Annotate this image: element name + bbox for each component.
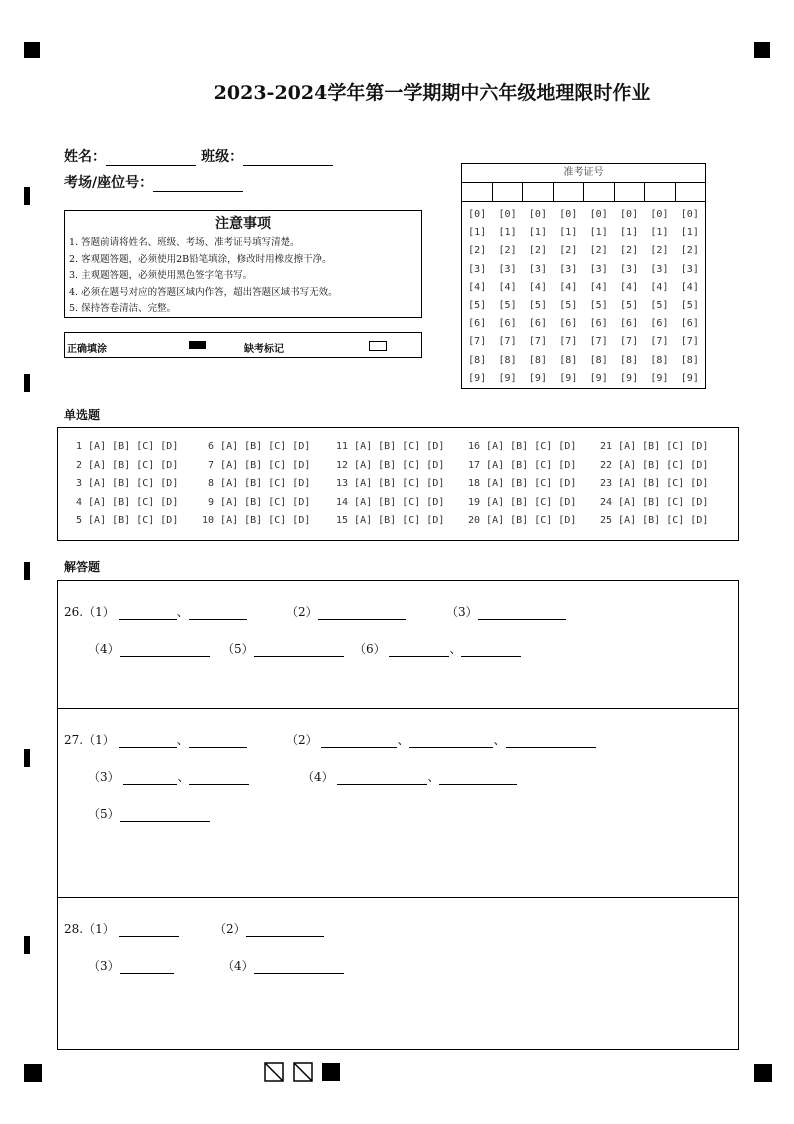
- ticket-digit-bubble[interactable]: [0]: [620, 209, 639, 220]
- ticket-digit-bubble[interactable]: [9]: [620, 372, 639, 384]
- answer-blank[interactable]: [409, 734, 493, 748]
- separator: 、: [493, 733, 506, 747]
- ticket-digit-bubble[interactable]: [8]: [650, 354, 669, 366]
- ticket-digit-bubble[interactable]: [1]: [559, 227, 578, 239]
- q28-part-3: [88, 957, 174, 974]
- correct-fill-sample: [189, 341, 206, 349]
- correct-fill-label: 正确填涂: [67, 344, 107, 355]
- answer-blank[interactable]: [318, 606, 406, 620]
- ticket-digit-bubble[interactable]: [2]: [650, 245, 669, 257]
- ticket-digit-bubble[interactable]: [2]: [680, 245, 699, 257]
- answer-blank[interactable]: [119, 606, 177, 620]
- ticket-digit-bubble[interactable]: [2]: [559, 245, 578, 257]
- ticket-digit-bubble[interactable]: [4]: [528, 281, 547, 293]
- mc-column[interactable]: 16 [A] [B] [C] [D] 17 [A] [B] [C] [D] 18 [A] [B] [C] [D] 19 [A] [B] [C] [D] 20 [A] [B] [C] [D]: [468, 441, 577, 526]
- ticket-cell[interactable]: [676, 183, 706, 201]
- corner-mark-bottom-right: [754, 1064, 772, 1082]
- answer-blank[interactable]: [189, 606, 247, 620]
- q26-part-3: [446, 603, 566, 620]
- q28-part-2: [214, 920, 324, 937]
- ticket-digit-bubble[interactable]: [4]: [498, 281, 517, 293]
- ticket-digit-column: [462, 206, 492, 388]
- answer-blank[interactable]: [120, 808, 210, 822]
- q27-line-1: [64, 731, 247, 748]
- q28-part-1: [64, 920, 179, 937]
- ticket-digit-bubble[interactable]: [9]: [680, 372, 699, 384]
- part-label: （2）: [286, 605, 318, 619]
- ticket-cell[interactable]: [523, 183, 554, 201]
- ticket-digit-bubble[interactable]: [7]: [620, 336, 639, 348]
- ticket-digit-bubble[interactable]: [0]: [498, 209, 517, 220]
- timing-mark: [24, 749, 30, 767]
- ticket-digit-bubble[interactable]: [8]: [468, 354, 487, 366]
- part-label: （1）: [83, 733, 115, 747]
- separator: 、: [397, 733, 410, 747]
- part-label: （2）: [214, 922, 246, 936]
- seat-label: 考场/座位号：: [64, 175, 154, 191]
- separator: 、: [176, 733, 189, 747]
- ticket-digit-column: [644, 206, 674, 388]
- ticket-digit-bubble[interactable]: [9]: [589, 372, 608, 384]
- ticket-digit-bubble[interactable]: [0]: [559, 209, 578, 220]
- mc-answer-box: [57, 427, 739, 541]
- ticket-digit-bubble[interactable]: [4]: [559, 281, 578, 293]
- page-code-marks: [264, 1062, 344, 1084]
- ticket-digit-bubble[interactable]: [3]: [498, 263, 517, 275]
- class-input[interactable]: [243, 151, 333, 166]
- part-label: （1）: [83, 922, 115, 936]
- mc-column[interactable]: 11 [A] [B] [C] [D] 12 [A] [B] [C] [D] 13 [A] [B] [C] [D] 14 [A] [B] [C] [D] 15 [A] [B] [C] [D]: [336, 441, 445, 526]
- answer-blank[interactable]: [461, 643, 521, 657]
- ticket-digit-bubble[interactable]: [2]: [620, 245, 639, 257]
- ticket-digit-bubble[interactable]: [5]: [528, 300, 547, 312]
- ticket-digit-bubble[interactable]: [3]: [559, 263, 578, 275]
- ticket-digit-bubble[interactable]: [5]: [589, 300, 608, 312]
- notice-item: 2. 客观题答题，必须使用2B铅笔填涂，修改时用橡皮擦干净。: [69, 253, 332, 265]
- ticket-digit-bubble[interactable]: [4]: [680, 281, 699, 293]
- part-label: （5）: [88, 807, 120, 821]
- fill-example-box: [64, 332, 422, 358]
- ticket-digit-column: [675, 206, 705, 388]
- ticket-digit-bubble[interactable]: [2]: [468, 245, 487, 257]
- answer-blank[interactable]: [439, 771, 517, 785]
- ticket-digit-column: [614, 206, 644, 388]
- answer-blank[interactable]: [478, 606, 566, 620]
- q26-number: 26.: [64, 605, 84, 619]
- answer-blank[interactable]: [246, 923, 324, 937]
- q26-part-4: [88, 640, 210, 657]
- separator: 、: [427, 770, 440, 784]
- ticket-digit-bubble[interactable]: [3]: [589, 263, 608, 275]
- ticket-digit-bubble[interactable]: [3]: [650, 263, 669, 275]
- ticket-digit-bubble[interactable]: [8]: [589, 354, 608, 366]
- part-label: （5）: [222, 642, 254, 656]
- ticket-digit-column: [492, 206, 522, 388]
- ticket-digit-bubble[interactable]: [2]: [589, 245, 608, 257]
- ticket-digit-bubble[interactable]: [1]: [498, 227, 517, 239]
- q27-part-3: [88, 768, 249, 785]
- ticket-digit-bubble[interactable]: [0]: [680, 209, 699, 220]
- ticket-number-grid: [461, 163, 706, 389]
- ticket-digit-bubble[interactable]: [5]: [498, 300, 517, 312]
- notice-item: 1. 答题前请将姓名、班级、考场、准考证号填写清楚。: [69, 237, 300, 248]
- mc-column[interactable]: 1 [A] [B] [C] [D] 2 [A] [B] [C] [D] 3 [A] [B] [C] [D] 4 [A] [B] [C] [D] 5 [A] [B] [C] [D]: [76, 441, 179, 526]
- ticket-digit-bubble[interactable]: [6]: [620, 318, 639, 330]
- ticket-digit-bubble[interactable]: [7]: [589, 336, 608, 348]
- corner-mark-top-right: [754, 42, 770, 58]
- notice-box: [64, 210, 422, 318]
- mc-column[interactable]: 21 [A] [B] [C] [D] 22 [A] [B] [C] [D] 23 [A] [B] [C] [D] 24 [A] [B] [C] [D] 25 [A] [B] [C] [D]: [600, 441, 709, 526]
- ticket-digit-bubble[interactable]: [3]: [528, 263, 547, 275]
- absent-mark-box[interactable]: [369, 341, 387, 351]
- answer-blank[interactable]: [120, 643, 210, 657]
- ticket-digit-bubble[interactable]: [8]: [498, 354, 517, 366]
- ticket-digit-bubble[interactable]: [9]: [528, 372, 547, 384]
- q27-part-5: [88, 805, 210, 822]
- part-label: （2）: [286, 733, 318, 747]
- ticket-digit-bubble[interactable]: [7]: [468, 336, 487, 348]
- timing-mark: [24, 187, 30, 205]
- notice-item: 5. 保持答卷清洁、完整。: [69, 303, 177, 314]
- class-label: 班级：: [201, 149, 244, 165]
- q26-part-5: [222, 640, 344, 657]
- part-label: （6）: [354, 642, 386, 656]
- corner-mark-bottom-left: [24, 1064, 42, 1082]
- q26-part-2: [286, 603, 406, 620]
- ticket-digit-bubble[interactable]: [6]: [650, 318, 669, 330]
- ticket-digit-bubble[interactable]: [4]: [589, 281, 608, 293]
- q27-part-4: [302, 768, 517, 785]
- separator: 、: [177, 770, 190, 784]
- notice-heading: 注意事项: [215, 216, 271, 232]
- ticket-digit-bubble[interactable]: [8]: [680, 354, 699, 366]
- ticket-digit-bubble[interactable]: [0]: [468, 209, 487, 220]
- ticket-digit-bubble[interactable]: [6]: [589, 318, 608, 330]
- name-input[interactable]: [106, 151, 196, 166]
- ticket-digit-bubble[interactable]: [0]: [650, 209, 669, 220]
- answer-blank[interactable]: [120, 960, 174, 974]
- ticket-cell[interactable]: [584, 183, 615, 201]
- answer-blank[interactable]: [506, 734, 596, 748]
- name-label: 姓名：: [64, 149, 106, 165]
- ticket-write-cells: [462, 183, 705, 202]
- ticket-digit-bubble[interactable]: [9]: [559, 372, 578, 384]
- ticket-cell[interactable]: [645, 183, 676, 201]
- ticket-digit-bubble[interactable]: [7]: [680, 336, 699, 348]
- ticket-digit-bubble[interactable]: [5]: [650, 300, 669, 312]
- ticket-digit-bubble[interactable]: [7]: [650, 336, 669, 348]
- ticket-digit-bubble[interactable]: [5]: [468, 300, 487, 312]
- answer-blank[interactable]: [254, 960, 344, 974]
- part-label: （1）: [83, 605, 115, 619]
- page-title: 2023-2024学年第一学期期中六年级地理限时作业: [213, 82, 651, 104]
- part-label: （4）: [222, 959, 254, 973]
- timing-mark: [24, 936, 30, 954]
- ticket-digit-bubble[interactable]: [1]: [468, 227, 487, 239]
- part-label: （4）: [88, 642, 120, 656]
- answer-blank[interactable]: [189, 734, 247, 748]
- ticket-digit-bubble[interactable]: [1]: [528, 227, 547, 239]
- answer-section-label: 解答题: [64, 560, 101, 574]
- ticket-digit-column: [584, 206, 614, 388]
- ticket-digit-bubble[interactable]: [4]: [650, 281, 669, 293]
- ticket-digit-bubble[interactable]: [9]: [498, 372, 517, 384]
- seat-row: [64, 172, 243, 192]
- answer-blank[interactable]: [254, 643, 344, 657]
- name-class-row: [64, 146, 333, 166]
- ticket-digit-bubble[interactable]: [6]: [528, 318, 547, 330]
- ticket-digit-bubble[interactable]: [4]: [468, 281, 487, 293]
- ticket-digit-bubble[interactable]: [2]: [528, 245, 547, 257]
- ticket-digit-bubble[interactable]: [8]: [528, 354, 547, 366]
- ticket-digit-column: [553, 206, 583, 388]
- answer-blank[interactable]: [337, 771, 427, 785]
- q26-line-1: [64, 603, 247, 620]
- q28-box: [57, 897, 739, 1050]
- ticket-digit-columns: [462, 202, 705, 388]
- ticket-digit-column: [523, 206, 553, 388]
- ticket-digit-bubble[interactable]: [7]: [528, 336, 547, 348]
- ticket-digit-bubble[interactable]: [9]: [650, 372, 669, 384]
- part-label: （3）: [446, 605, 478, 619]
- answer-blank[interactable]: [321, 734, 397, 748]
- q26-box: [57, 580, 739, 709]
- mc-section-label: 单选题: [64, 408, 101, 422]
- ticket-digit-bubble[interactable]: [6]: [468, 318, 487, 330]
- part-label: （4）: [302, 770, 334, 784]
- ticket-digit-bubble[interactable]: [4]: [620, 281, 639, 293]
- ticket-heading: 准考证号: [462, 164, 705, 183]
- timing-mark: [24, 562, 30, 580]
- ticket-digit-bubble[interactable]: [9]: [468, 372, 487, 384]
- ticket-digit-bubble[interactable]: [1]: [650, 227, 669, 239]
- ticket-digit-bubble[interactable]: [1]: [680, 227, 699, 239]
- ticket-cell[interactable]: [615, 183, 646, 201]
- ticket-digit-bubble[interactable]: [3]: [680, 263, 699, 275]
- absent-mark-label: 缺考标记: [244, 344, 284, 355]
- part-label: （3）: [88, 959, 120, 973]
- q27-number: 27.: [64, 733, 84, 747]
- ticket-cell[interactable]: [493, 183, 524, 201]
- ticket-digit-bubble[interactable]: [3]: [620, 263, 639, 275]
- notice-item: 3. 主观题答题，必须使用黑色签字笔书写。: [69, 270, 253, 281]
- q28-part-4: [222, 957, 344, 974]
- separator: 、: [176, 605, 189, 619]
- ticket-digit-bubble[interactable]: [5]: [559, 300, 578, 312]
- answer-blank[interactable]: [189, 771, 249, 785]
- ticket-digit-bubble[interactable]: [1]: [620, 227, 639, 239]
- ticket-digit-bubble[interactable]: [5]: [620, 300, 639, 312]
- q28-number: 28.: [64, 922, 84, 936]
- ticket-digit-bubble[interactable]: [2]: [498, 245, 517, 257]
- answer-blank[interactable]: [119, 734, 177, 748]
- q26-part-6: [354, 640, 521, 657]
- ticket-digit-bubble[interactable]: [5]: [680, 300, 699, 312]
- answer-blank[interactable]: [119, 923, 179, 937]
- ticket-digit-bubble[interactable]: [3]: [468, 263, 487, 275]
- mc-column[interactable]: 6 [A] [B] [C] [D] 7 [A] [B] [C] [D] 8 [A] [B] [C] [D] 9 [A] [B] [C] [D] 10 [A] [B] [C] [D]: [202, 441, 311, 526]
- part-label: （3）: [88, 770, 120, 784]
- ticket-digit-bubble[interactable]: [8]: [620, 354, 639, 366]
- timing-mark: [24, 374, 30, 392]
- ticket-digit-bubble[interactable]: [0]: [528, 209, 547, 220]
- ticket-digit-bubble[interactable]: [1]: [589, 227, 608, 239]
- notice-item: 4. 必须在题号对应的答题区域内作答，超出答题区域书写无效。: [69, 286, 338, 298]
- corner-mark-top-left: [24, 42, 40, 58]
- ticket-digit-bubble[interactable]: [6]: [498, 318, 517, 330]
- ticket-digit-bubble[interactable]: [0]: [589, 209, 608, 220]
- ticket-digit-bubble[interactable]: [7]: [498, 336, 517, 348]
- seat-input[interactable]: [153, 177, 243, 192]
- separator: 、: [449, 642, 462, 656]
- ticket-digit-bubble[interactable]: [6]: [559, 318, 578, 330]
- ticket-digit-bubble[interactable]: [7]: [559, 336, 578, 348]
- answer-blank[interactable]: [123, 771, 177, 785]
- answer-blank[interactable]: [389, 643, 449, 657]
- ticket-digit-bubble[interactable]: [6]: [680, 318, 699, 330]
- ticket-digit-bubble[interactable]: [8]: [559, 354, 578, 366]
- ticket-cell[interactable]: [462, 183, 493, 201]
- q27-box: [57, 708, 739, 898]
- q27-part-2: [286, 731, 596, 748]
- ticket-cell[interactable]: [554, 183, 585, 201]
